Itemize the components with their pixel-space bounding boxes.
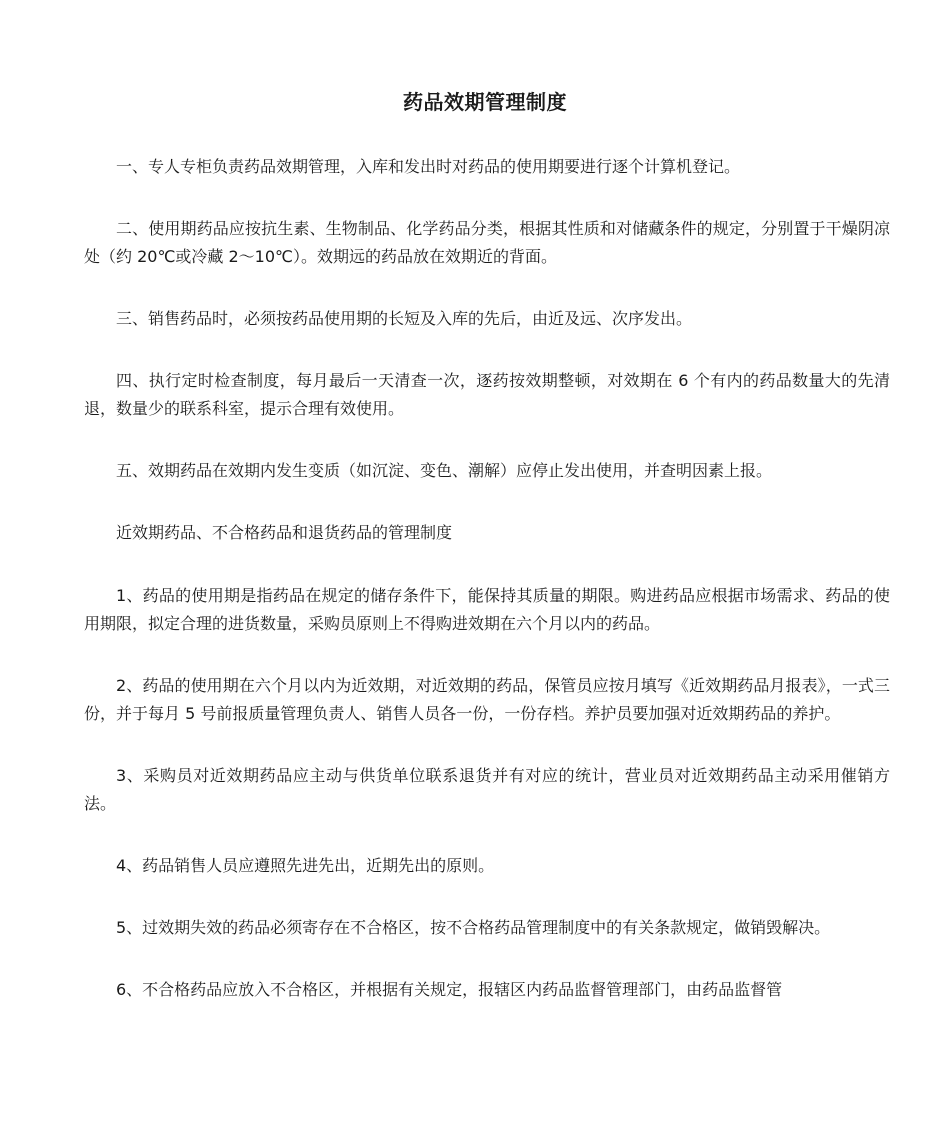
document-title: 药品效期管理制度 [403,90,567,114]
paragraph-10: 5、过效期失效的药品必须寄存在不合格区，按不合格药品管理制度中的有关条款规定，做销毁解决。 [116,918,831,937]
paragraph-8: 3、采购员对近效期药品应主动与供货单位联系退货并有对应的统计，营业员对近效期药品主动采用催销方法。 [84,766,890,813]
paragraph-4: 四、执行定时检查制度，每月最后一天清查一次，逐药按效期整顿，对效期在 6 个有内的药品数量大的先清退，数量少的联系科室，提示合理有效使用。 [84,371,890,418]
paragraph-6: 1、药品的使用期是指药品在规定的储存条件下，能保持其质量的期限。购进药品应根据市场需求、药品的使用期限，拟定合理的进货数量，采购员原则上不得购进效期在六个月以内的药品。 [84,586,890,633]
paragraph-9: 4、药品销售人员应遵照先进先出，近期先出的原则。 [116,856,495,875]
document-body [84,153,890,1038]
paragraph-5: 五、效期药品在效期内发生变质（如沉淀、变色、潮解）应停止发出使用，并查明因素上报。 [116,461,773,480]
paragraph-3: 三、销售药品时，必须按药品使用期的长短及入库的先后，由近及远、次序发出。 [116,309,693,328]
paragraph-2: 二、使用期药品应按抗生素、生物制品、化学药品分类，根据其性质和对储藏条件的规定，分别置于干燥阴凉处（约 20℃或冷藏 2～10℃）。效期远的药品放在效期近的背面。 [84,219,890,266]
section-subtitle: 近效期药品、不合格药品和退货药品的管理制度 [116,523,453,542]
paragraph-7: 2、药品的使用期在六个月以内为近效期，对近效期的药品，保管员应按月填写《近效期药品月报表》，一式三份，并于每月 5 号前报质量管理负责人、销售人员各一份，一份存档。养护员要加强对近效期药品的养护。 [84,676,890,723]
paragraph-11: 6、不合格药品应放入不合格区，并根据有关规定，报辖区内药品监督管理部门，由药品监督管 [116,980,783,999]
paragraph-1: 一、专人专柜负责药品效期管理，入库和发出时对药品的使用期要进行逐个计算机登记。 [116,157,741,176]
